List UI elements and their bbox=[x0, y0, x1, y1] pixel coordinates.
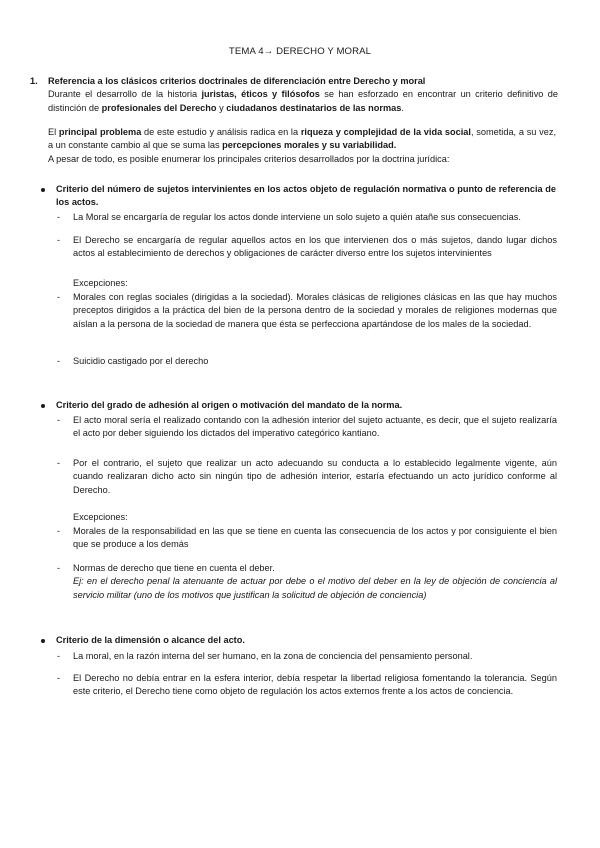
section-paragraph-2: El principal problema de este estudio y análisis radica en la riqueza y complejidad de la vida social, sometida, a su vez, a un constante cambio al que se suma las percepciones morales y su variabilidad. A pesar de todo, es posible enumerar los principales criterios desarrollados por la doctrina jurídica: bbox=[48, 126, 556, 166]
criterion-2-heading: Criterio del grado de adhesión al origen o motivación del mandato de la norma. bbox=[56, 399, 556, 412]
section-paragraph-3: A pesar de todo, es posible enumerar los principales criterios desarrollados por la doctrina jurídica: bbox=[48, 153, 450, 164]
document-title: TEMA 4→ DERECHO Y MORAL bbox=[228, 46, 372, 57]
criterion-2-exception-2: - Normas de derecho que tiene en cuenta el deber. Ej: en el derecho penal la atenuante de actuar por debe o el motivo del deber en la ley de objeción de conciencia al servicio militar (uno de los motivos que justifican la solicitud de objeción de conciencia) bbox=[73, 562, 557, 602]
criterion-3-item-1: - La moral, en la razón interna del ser humano, en la zona de conciencia del pensamiento personal. bbox=[57, 651, 473, 661]
criterion-3-heading: Criterio de la dimensión o alcance del acto. bbox=[56, 634, 556, 647]
bullet-icon bbox=[41, 404, 45, 408]
criterion-1-exceptions-label: Excepciones: bbox=[73, 278, 128, 288]
criterion-2-exception-1: - Morales de la responsabilidad en las que se tiene en cuenta las consecuencia de los actos y por consiguiente el bien que se produce a los demás bbox=[57, 526, 557, 550]
criterion-1-exception-2: - Suicidio castigado por el derecho bbox=[57, 356, 209, 366]
criterion-1-exception-1: - Morales con reglas sociales (dirigidas a la sociedad). Morales clásicas de religiones clásicas en las que hay muchos preceptos dirigidos a la práctica del bien de la persona dentro de la sociedad y morales de religiones modernas que aíslan a la persona de la sociedad de manera que ésta se perfecciona apartándose de los males de la sociedad. bbox=[57, 292, 557, 329]
section-paragraph-1: Durante el desarrollo de la historia juristas, éticos y filósofos se han esforzado en encontrar un criterio definitivo de distinción de profesionales del Derecho y ciudadanos destinatarios de las normas. bbox=[48, 89, 559, 113]
bullet-icon bbox=[41, 188, 45, 192]
section-number: 1. bbox=[30, 76, 38, 86]
criterion-1-heading: Criterio del número de sujetos intervinientes en los actos objeto de regulación normativa o punto de referencia de los actos. bbox=[56, 183, 556, 210]
criterion-3-item-2: - El Derecho no debía entrar en la esfera interior, debía respetar la libertad religiosa fomentando la tolerancia. Según este criterio, el Derecho tiene como objeto de regulación los actos externos frente a los actos de conciencia. bbox=[57, 673, 557, 697]
criterion-2-item-2: - Por el contrario, el sujeto que realizar un acto adecuando su conducta a lo establecido legalmente vigente, aún cuando realizaran dicho acto sin ningún tipo de adhesión interior, estaría efectuando un acto jurídico conforme al Derecho. bbox=[57, 458, 557, 495]
criterion-1-item-2: - El Derecho se encargaría de regular aquellos actos en los que intervienen dos o más sujetos, dando lugar dichos actos al establecimiento de derechos y obligaciones de carácter diverso entre los sujetos intervinientes bbox=[57, 235, 557, 259]
criterion-1-item-1: - La Moral se encargaría de regular los actos donde interviene un solo sujeto a quién atañe sus consecuencias. bbox=[57, 212, 521, 222]
criterion-2-item-1: - El acto moral sería el realizado contando con la adhesión interior del sujeto actuante, es decir, que el sujeto realizaría el acto por deber siguiendo los dictados del imperativo categórico kantiano. bbox=[57, 415, 557, 439]
section-heading: Referencia a los clásicos criterios doctrinales de diferenciación entre Derecho y moral bbox=[48, 76, 426, 86]
criterion-2-example: Ej: en el derecho penal la atenuante de actuar por debe o el motivo del deber en la ley de objeción de conciencia al servicio militar (uno de los motivos que justifican la solicitud de objeción de conciencia) bbox=[73, 576, 557, 600]
criterion-2-exceptions-label: Excepciones: bbox=[73, 512, 128, 522]
bullet-icon bbox=[41, 639, 45, 643]
